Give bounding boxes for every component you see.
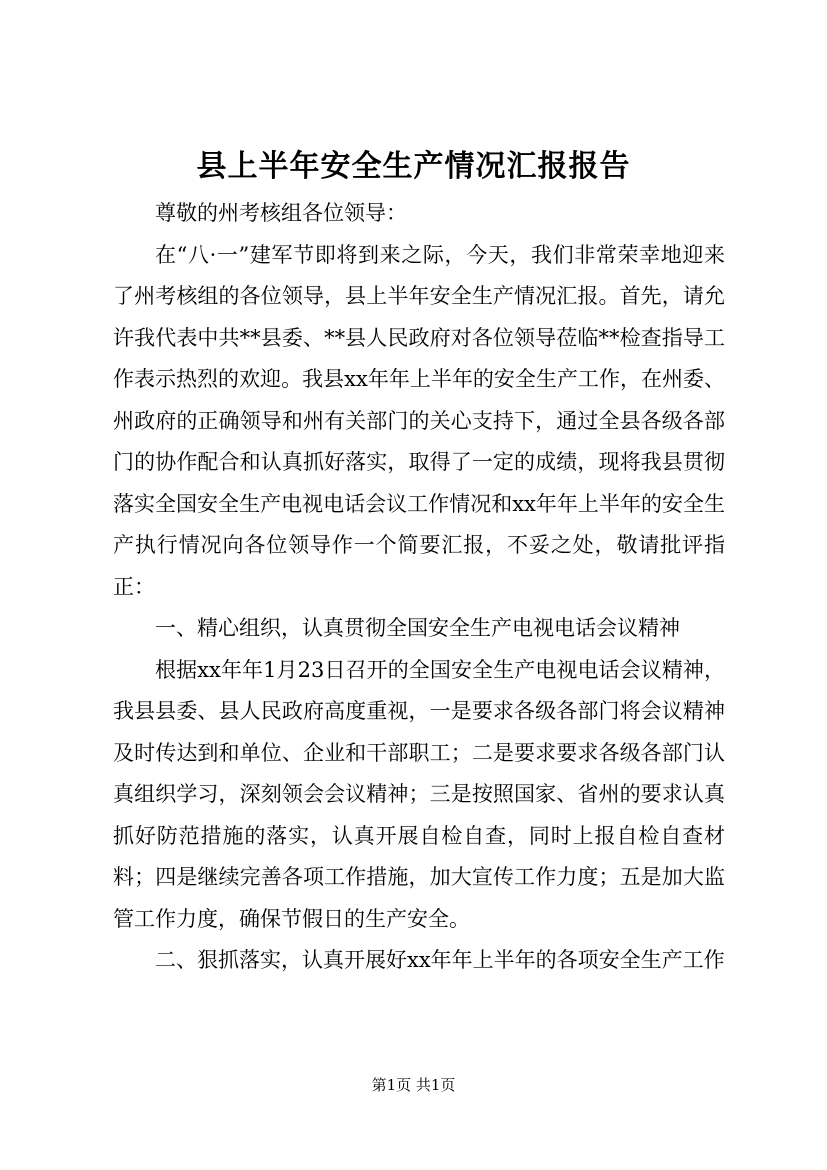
document-title: 县上半年安全生产情况汇报报告 <box>196 149 631 184</box>
paragraph-section-1: 根据xx年年1月23日召开的全国安全生产电视电话会议精神，我县县委、县人民政府高度重视，一是要求各级各部门将会议精神及时传达到和单位、企业和干部职工；二是要求要求各级各部门认真组织学习，深刻领会会议精神；三是按照国家、省州的要求认真抓好防范措施的落实，认真开展自检自查，同时上报自检自查材料；四是继续完善各项工作措施，加大宣传工作力度；五是加大监管工作力度，确保节假日的生产安全。 <box>113 657 725 931</box>
page-number: 第1页 <box>371 1076 412 1094</box>
section-heading-1: 一、精心组织，认真贯彻全国安全生产电视电话会议精神 <box>155 616 680 640</box>
page-total: 共1页 <box>415 1076 456 1094</box>
page-footer <box>0 1073 827 1097</box>
document-body <box>113 193 725 982</box>
section-heading-2: 二、狠抓落实，认真开展好xx年年上半年的各项安全生产工作 <box>155 948 725 972</box>
paragraph-intro: 在“八·一”建军节即将到来之际，今天，我们非常荣幸地迎来了州考核组的各位领导，县上半年安全生产情况汇报。首先，请允许我代表中共**县委、**县人民政府对各位领导莅临**检查指导工作表示热烈的欢迎。我县xx年年上半年的安全生产工作，在州委、州政府的正确领导和州有关部门的关心支持下，通过全县各级各部门的协作配合和认真抓好落实，取得了一定的成绩，现将我县贯彻落实全国安全生产电视电话会议工作情况和xx年年上半年的安全生产执行情况向各位领导作一个简要汇报，不妥之处，敬请批评指正： <box>113 242 725 599</box>
salutation: 尊敬的州考核组各位领导： <box>155 201 407 225</box>
